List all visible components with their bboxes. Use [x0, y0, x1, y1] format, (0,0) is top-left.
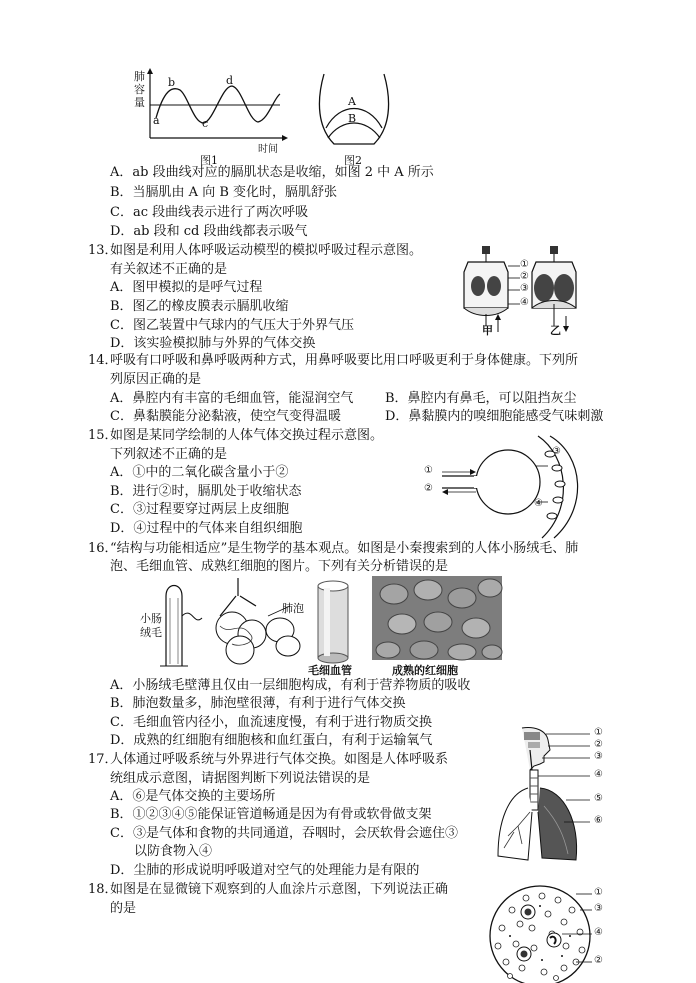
q14-stem-line-1: 呼吸有口呼吸和鼻呼吸两种方式，用鼻呼吸要比用口呼吸更利于身体健康。下列所 [110, 353, 579, 368]
q17-label-1: ① [594, 727, 603, 738]
fig1-point-c: c [202, 117, 209, 130]
q13-option-a: A．图甲模拟的是呼气过程 [110, 280, 263, 295]
q14-stem-line-2: 列原因正确的是 [110, 372, 202, 387]
q13-label-4: ④ [520, 297, 529, 308]
q15-label-2: ② [424, 483, 433, 494]
q15-option-a: A．①中的二氧化碳含量小于② [110, 465, 289, 480]
q13-label-2: ② [520, 271, 529, 282]
q13-figure-breathing-model [462, 246, 612, 338]
q14-option-b: B．鼻腔内有鼻毛，可以阻挡灰尘 [385, 391, 577, 406]
q13-option-d: D．该实验模拟肺与外界的气体交换 [110, 336, 316, 351]
q17-option-c: C．③是气体和食物的共同通道，吞咽时，会厌软骨会遮住③ [110, 826, 458, 841]
q13-number: 13． [88, 243, 118, 258]
q17-option-a: A．⑥是气体交换的主要场所 [110, 789, 276, 804]
q13-option-c: C．图乙装置中气球内的气压大于外界气压 [110, 318, 354, 333]
q13-stem-line-2: 有关叙述不正确的是 [110, 262, 228, 277]
q17-option-d: D．尘肺的形成说明呼吸道对空气的处理能力是有限的 [110, 863, 420, 878]
q13-caption-jia: 甲 [482, 324, 493, 337]
q18-number: 18． [88, 882, 118, 897]
q15-gas-exchange-drawing [418, 436, 588, 540]
q18-blood-smear-drawing [482, 884, 632, 982]
q17-option-c-cont: 以防食物入④ [134, 844, 213, 859]
q18-stem-line-1: 如图是在显微镜下观察到的人血涂片示意图，下列说法正确 [110, 882, 449, 897]
fig2-label-b: B [348, 112, 357, 125]
q16-figure-structures [140, 576, 580, 680]
fig1-plot [130, 68, 290, 148]
fig1-point-b: b [168, 76, 176, 89]
fig1-point-d: d [226, 74, 234, 87]
q15-label-4: ④ [534, 498, 543, 509]
q13-caption-yi: 乙 [550, 324, 561, 337]
q17-label-3: ③ [594, 751, 603, 762]
q18-stem-line-2: 的是 [110, 901, 137, 916]
q17-label-5: ⑤ [594, 793, 603, 804]
fig2-caption: 图2 [344, 154, 362, 167]
q15-option-d: D．④过程中的气体来自组织细胞 [110, 521, 303, 536]
q16-label-capillary: 毛细血管 [308, 664, 352, 677]
q17-label-4: ④ [594, 769, 603, 780]
q15-option-b: B．进行②时，膈肌处于收缩状态 [110, 484, 302, 499]
fig1-point-a: a [153, 114, 160, 127]
q15-label-1: ① [424, 465, 433, 476]
q14-option-c: C．鼻黏膜能分泌黏液，使空气变得温暖 [110, 409, 341, 424]
q18-label-4: ④ [594, 927, 603, 938]
q16-label-alveolus: 肺泡 [282, 602, 304, 615]
q17-number: 17． [88, 752, 118, 767]
q15-number: 15． [88, 428, 118, 443]
fig1-xlabel: 时间 [258, 144, 278, 155]
figure-2-diaphragm [314, 72, 394, 168]
q12-option-a: A．ab 段曲线对应的膈肌状态是收缩，如图 2 中 A 所示 [110, 165, 434, 180]
q12-option-d: D．ab 段和 cd 段曲线都表示吸气 [110, 224, 308, 239]
q12-option-b: B．当膈肌由 A 向 B 变化时，膈肌舒张 [110, 185, 338, 200]
q16-structures-drawing [140, 576, 580, 668]
fig1-ylabel: 肺容量 [134, 70, 145, 109]
q18-label-1: ① [594, 887, 603, 898]
q14-number: 14． [88, 353, 118, 368]
q18-label-3: ③ [594, 903, 603, 914]
q13-option-b: B．图乙的橡皮膜表示膈肌收缩 [110, 299, 289, 314]
q18-figure-blood-smear [482, 884, 632, 982]
q16-option-c: C．毛细血管内径小，血流速度慢，有利于进行物质交换 [110, 715, 432, 730]
q16-option-a: A．小肠绒毛壁薄且仅由一层细胞构成，有利于营养物质的吸收 [110, 678, 471, 693]
q17-stem-line-1: 人体通过呼吸系统与外界进行气体交换。如图是人体呼吸系 [110, 752, 449, 767]
q16-label-villus-1: 小肠 [140, 612, 162, 625]
q16-stem-line-1: “结构与功能相适应”是生物学的基本观点。如图是小秦搜索到的人体小肠绒毛、肺 [110, 541, 579, 556]
q15-figure-gas-exchange [418, 436, 588, 540]
q13-label-3: ③ [520, 283, 529, 294]
q15-label-3: ③ [552, 446, 561, 457]
q17-stem-line-2: 统组成示意图，请据图判断下列说法错误的是 [110, 771, 371, 786]
q18-label-2: ② [594, 955, 603, 966]
q17-label-6: ⑥ [594, 815, 603, 826]
fig2-label-a: A [348, 95, 356, 108]
q17-respiratory-drawing [494, 726, 630, 864]
q15-stem-line-1: 如图是某同学绘制的人体气体交换过程示意图。 [110, 428, 384, 443]
figure-1-lung-volume-graph [130, 68, 290, 168]
q16-label-rbc: 成熟的红细胞 [392, 664, 458, 677]
q16-label-villus-2: 绒毛 [140, 626, 162, 639]
q16-option-d: D．成熟的红细胞有细胞核和血红蛋白，有利于运输氧气 [110, 733, 433, 748]
q17-figure-respiratory-system [494, 726, 630, 864]
q15-stem-line-2: 下列叙述不正确的是 [110, 447, 228, 462]
q17-option-b: B．①②③④⑤能保证管道畅通是因为有骨或软骨做支架 [110, 807, 432, 822]
q13-stem-line-1: 如图是利用人体呼吸运动模型的模拟呼吸过程示意图。 [110, 243, 423, 258]
q16-number: 16． [88, 541, 118, 556]
q12-option-c: C．ac 段曲线表示进行了两次呼吸 [110, 205, 309, 220]
q14-option-a: A．鼻腔内有丰富的毛细血管，能湿润空气 [110, 391, 354, 406]
q16-stem-line-2: 泡、毛细血管、成熟红细胞的图片。下列有关分析错误的是 [110, 559, 449, 574]
fig1-caption: 图1 [200, 154, 218, 167]
q17-label-2: ② [594, 739, 603, 750]
q16-option-b: B．肺泡数量多，肺泡壁很薄，有利于进行气体交换 [110, 696, 406, 711]
q14-option-d: D．鼻黏膜内的嗅细胞能感受气味刺激 [385, 409, 604, 424]
q13-label-1: ① [520, 259, 529, 270]
q15-option-c: C．③过程要穿过两层上皮细胞 [110, 502, 289, 517]
